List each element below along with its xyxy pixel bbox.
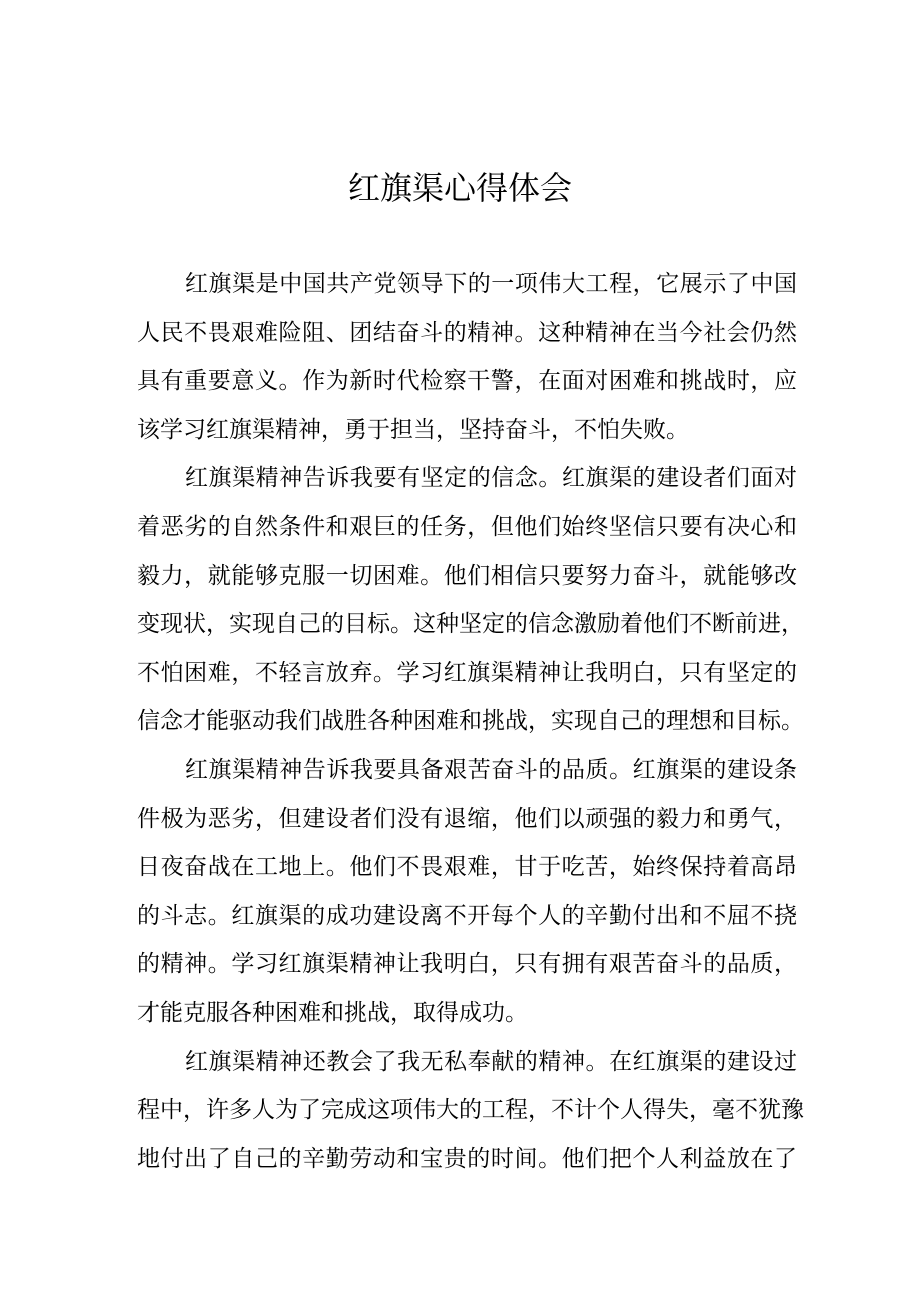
paragraph-line: 日夜奋战在工地上。他们不畏艰难，甘于吃苦，始终保持着高昂 bbox=[137, 854, 797, 881]
paragraph-3 bbox=[137, 746, 797, 1038]
paragraph-line: 程中，许多人为了完成这项伟大的工程，不计个人得失，毫不犹豫 bbox=[137, 1097, 804, 1124]
paragraph-line: 件极为恶劣，但建设者们没有退缩，他们以顽强的毅力和勇气， bbox=[137, 805, 797, 832]
paragraph-line: 红旗渠精神告诉我要具备艰苦奋斗的品质。红旗渠的建设条 bbox=[185, 756, 797, 783]
paragraph-4 bbox=[137, 1038, 804, 1184]
paragraph-line: 红旗渠精神还教会了我无私奉献的精神。在红旗渠的建设过 bbox=[185, 1048, 797, 1075]
paragraph-line: 该学习红旗渠精神，勇于担当，坚持奋斗，不怕失败。 bbox=[137, 416, 689, 443]
paragraph-line: 人民不畏艰难险阻、团结奋斗的精神。这种精神在当今社会仍然 bbox=[137, 319, 797, 346]
paragraph-line: 毅力，就能够克服一切困难。他们相信只要努力奋斗，就能够改 bbox=[137, 562, 797, 589]
paragraph-line: 红旗渠是中国共产党领导下的一项伟大工程，它展示了中国 bbox=[185, 271, 797, 297]
paragraph-line: 着恶劣的自然条件和艰巨的任务，但他们始终坚信只要有决心和 bbox=[137, 513, 797, 540]
paragraph-line: 信念才能驱动我们战胜各种困难和挑战，实现自己的理想和目标。 bbox=[137, 708, 804, 735]
paragraph-2 bbox=[137, 454, 804, 746]
paragraph-line: 不怕困难，不轻言放弃。学习红旗渠精神让我明白，只有坚定的 bbox=[137, 659, 797, 686]
paragraph-line: 的斗志。红旗渠的成功建设离不开每个人的辛勤付出和不屈不挠 bbox=[137, 902, 797, 929]
paragraph-line: 的精神。学习红旗渠精神让我明白，只有拥有艰苦奋斗的品质， bbox=[137, 951, 797, 978]
document-body bbox=[137, 260, 804, 1183]
paragraph-line: 红旗渠精神告诉我要有坚定的信念。红旗渠的建设者们面对 bbox=[185, 465, 797, 492]
paragraph-1 bbox=[137, 260, 797, 454]
paragraph-line: 变现状，实现自己的目标。这种坚定的信念激励着他们不断前进， bbox=[137, 611, 804, 638]
paragraph-line: 具有重要意义。作为新时代检察干警，在面对困难和挑战时，应 bbox=[137, 368, 797, 395]
paragraph-line: 地付出了自己的辛勤劳动和宝贵的时间。他们把个人利益放在了 bbox=[137, 1145, 797, 1172]
paragraph-line: 才能克服各种困难和挑战，取得成功。 bbox=[137, 999, 528, 1026]
document-title: 红旗渠心得体会 bbox=[347, 169, 572, 207]
